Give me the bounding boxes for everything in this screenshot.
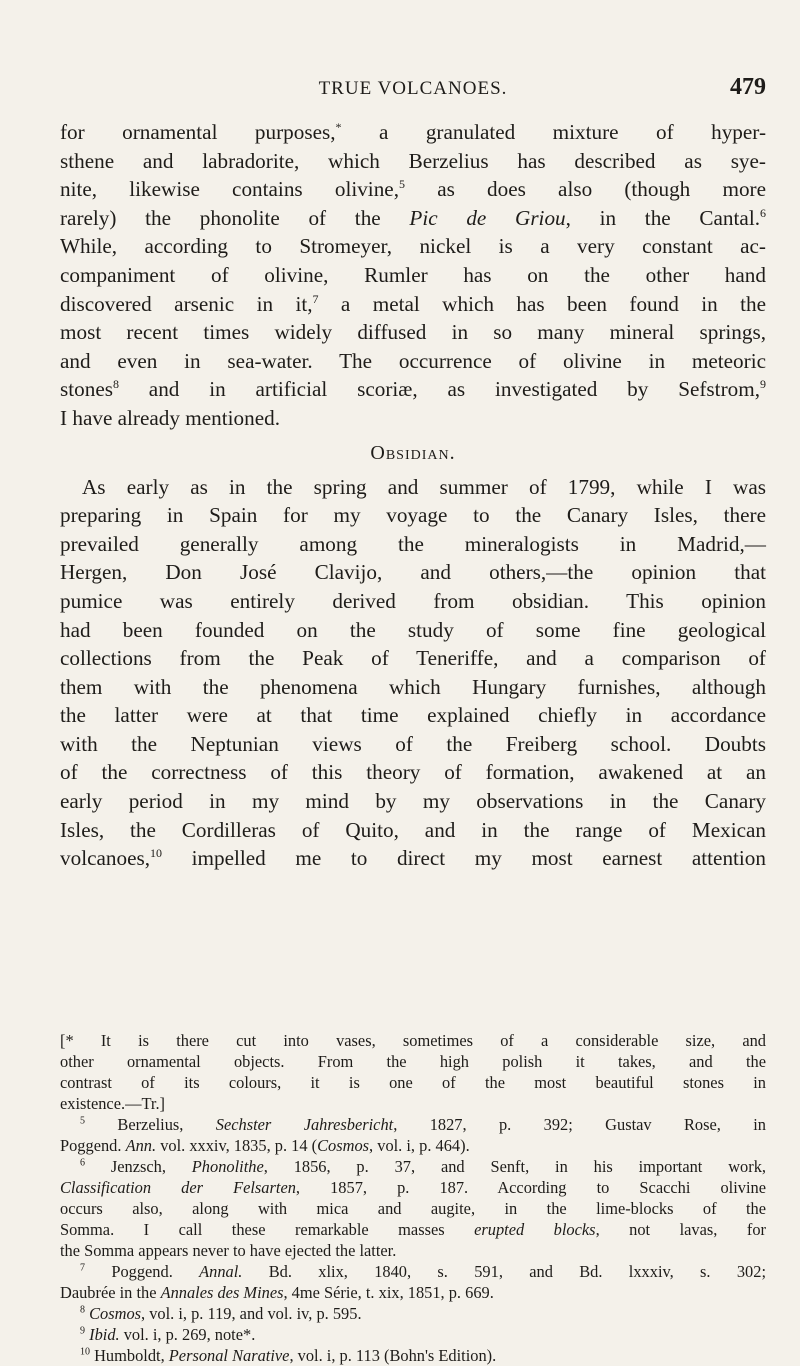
footnote-line: $^8$ Cosmos, vol. i, p. 119, and vol. iv, p. 595. — [80, 1304, 362, 1323]
text-line: discovered arsenic in it,$^7$ a metal which has been found in the — [60, 291, 766, 316]
paragraph-obsidian — [60, 473, 766, 873]
footnote-line: [* It is there cut into vases, sometimes of a considerable size, and — [60, 1031, 766, 1050]
footnote-line: $^7$ Poggend. Annal. Bd. xlix, 1840, s. 591, and Bd. lxxxiv, s. 302; — [80, 1262, 766, 1281]
text-line: companiment of olivine, Rumler has on the other hand — [60, 262, 766, 287]
text-line: collections from the Peak of Teneriffe, and a comparison of — [60, 646, 766, 671]
text-line: early period in my mind by my observations in the Canary — [60, 789, 766, 814]
footnote-line: Somma. I call these remarkable masses erupted blocks, not lavas, for — [60, 1220, 766, 1239]
footnote-line: Poggend. Ann. vol. xxxiv, 1835, p. 14 (Cosmos, vol. i, p. 464). — [60, 1136, 470, 1155]
footnote-line: Classification der Felsarten, 1857, p. 187. According to Scacchi olivine — [60, 1178, 766, 1197]
section-title: Obsidian. — [370, 441, 456, 464]
text-line: for ornamental purposes,* a granulated mixture of hyper- — [60, 119, 766, 144]
text-line: and even in sea-water. The occurrence of olivine in meteoric — [60, 348, 766, 373]
text-line: of the correctness of this theory of formation, awakened at an — [60, 760, 766, 785]
text-line: most recent times widely diffused in so many mineral springs, — [60, 320, 766, 345]
text-line: stones$^8$ and in artificial scoriæ, as investigated by Sefstrom,$^9$ — [60, 377, 766, 402]
text-line: the latter were at that time explained chiefly in accordance — [60, 703, 766, 728]
text-line: pumice was entirely derived from obsidian. This opinion — [60, 588, 766, 613]
footnote-5 — [60, 1114, 766, 1156]
footnote-line: $^{10}$ Humboldt, Personal Narative, vol. i, p. 113 (Bohn's Edition). — [80, 1346, 497, 1365]
text-line: I have already mentioned. — [60, 405, 281, 430]
footnote-line: contrast of its colours, it is one of the most beautiful stones in — [60, 1073, 766, 1092]
text-line: While, according to Stromeyer, nickel is a very constant ac- — [60, 234, 766, 259]
text-line: As early as in the spring and summer of 1799, while I was — [82, 474, 766, 499]
text-line: Isles, the Cordilleras of Quito, and in the range of Mexican — [60, 817, 766, 842]
text-line: prevailed generally among the mineralogists in Madrid,— — [60, 531, 766, 556]
footnote-translator — [60, 1030, 766, 1114]
footnote-line: the Somma appears never to have ejected the latter. — [60, 1241, 397, 1260]
text-line: volcanoes,$^{10}$ impelled me to direct my most earnest attention — [60, 846, 766, 871]
footnote-10 — [60, 1345, 766, 1366]
footnote-line: occurs also, along with mica and augite, in the lime-blocks of the — [60, 1199, 766, 1218]
paragraph-olivine — [60, 118, 766, 433]
footnote-line: $^6$ Jenzsch, Phonolithe, 1856, p. 37, and Senft, in his important work, — [80, 1157, 767, 1176]
footnotes — [60, 1030, 766, 1366]
text-line: preparing in Spain for my voyage to the Canary Isles, there — [60, 503, 766, 528]
text-line: Hergen, Don José Clavijo, and others,—the opinion that — [60, 560, 766, 585]
footnote-8 — [60, 1303, 766, 1324]
footnote-6 — [60, 1156, 766, 1261]
footnote-line: Daubrée in the Annales des Mines, 4me Série, t. xix, 1851, p. 669. — [60, 1283, 494, 1302]
text-line: sthene and labradorite, which Berzelius has described as sye- — [60, 148, 766, 173]
footnote-7 — [60, 1261, 766, 1303]
main-text — [60, 118, 766, 873]
footnote-line: $^9$ Ibid. vol. i, p. 269, note*. — [80, 1325, 256, 1344]
text-line: had been founded on the study of some fine geological — [60, 617, 766, 642]
page-header — [60, 74, 766, 104]
footnote-line: other ornamental objects. From the high polish it takes, and the — [60, 1052, 766, 1071]
text-line: rarely) the phonolite of the Pic de Griou, in the Cantal.$^6$ — [60, 205, 766, 230]
text-line: with the Neptunian views of the Freiberg school. Doubts — [60, 731, 766, 756]
page-number: 479 — [730, 74, 766, 100]
running-head: TRUE VOLCANOES. — [318, 78, 508, 99]
footnote-line: $^5$ Berzelius, Sechster Jahresbericht, 1827, p. 392; Gustav Rose, in — [80, 1115, 767, 1134]
text-line: them with the phenomena which Hungary furnishes, although — [60, 674, 766, 699]
text-line: nite, likewise contains olivine,$^5$ as does also (though more — [60, 177, 766, 202]
footnote-line: existence.—Tr.] — [60, 1094, 166, 1113]
